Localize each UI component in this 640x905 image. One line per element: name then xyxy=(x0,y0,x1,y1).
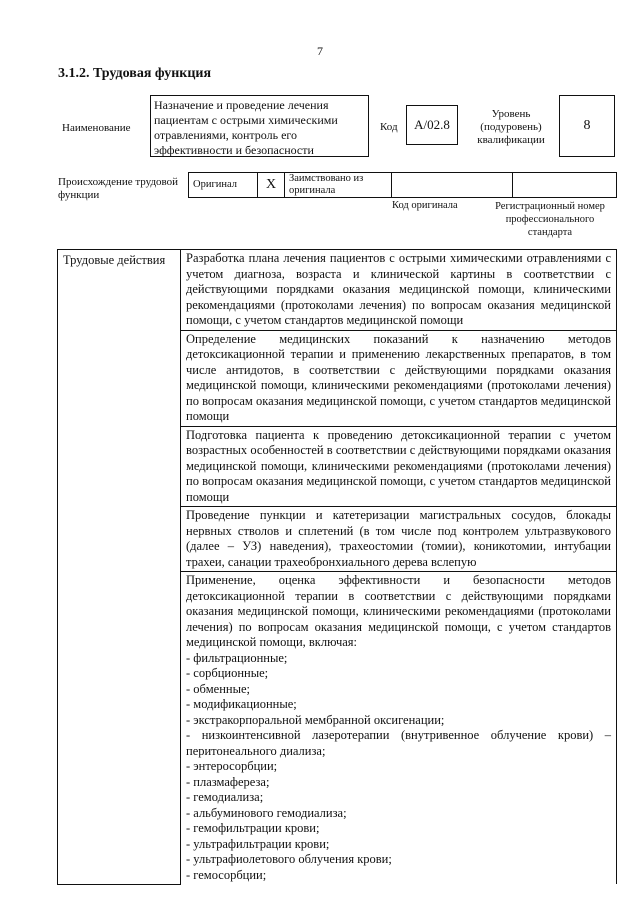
action-text: Определение медицинских показаний к назначению методов детоксикационной терапии и применению лекарственных препаратов, в том числе антидотов, в соответствии с действующими порядками оказания медицинской помощи, клиническими рекомендациями (протоколами лечения) по вопросам оказания медицинской помощи, с учетом стандартов медицинской помощи xyxy=(181,330,617,426)
origin-label: Происхождение трудовой функции xyxy=(58,176,179,201)
origin-table xyxy=(188,172,617,198)
list-item: - фильтрационные; xyxy=(186,650,288,665)
list-item: - гемодиализа; xyxy=(186,790,264,804)
table-row xyxy=(58,250,617,331)
name-value-box: Назначение и проведение лечения пациентам с острыми химическими отравлениями, контроль его эффективности и безопасности xyxy=(150,95,369,157)
code-label: Код xyxy=(380,121,398,133)
list-item: - гемофильтрации крови; xyxy=(186,821,320,835)
list-item: - ультрафильтрации крови; xyxy=(186,836,330,851)
level-value-box: 8 xyxy=(559,95,615,157)
list-item: - энтеросорбции; xyxy=(186,759,278,773)
list-item: - экстракорпоральной мембранной оксигенации; xyxy=(186,712,445,727)
action-text-with-list xyxy=(181,572,617,885)
page-number: 7 xyxy=(317,44,323,58)
original-label: Оригинал xyxy=(189,173,258,198)
action-text: Проведение пункции и катетеризации магистральных сосудов, блокады нервных стволов и сплетений (в том числе под контролем ультразвукового (далее – УЗ) наведения), трахеостомии (томии), коникотомии, интубации трахеи, санации трахеобронхиального дерева вслепую xyxy=(181,507,617,572)
action-text: Подготовка пациента к проведению детоксикационной терапии с учетом возрастных особенностей в соответствии с действующими порядками оказания медицинской помощи, клиническими рекомендациями (протоколами лечения) по вопросам оказания медицинской помощи, с учетом стандартов медицинской помощи xyxy=(181,426,617,507)
section-title: 3.1.2. Трудовая функция xyxy=(58,66,212,81)
level-label: Уровень (подуровень) квалификации xyxy=(477,108,545,146)
name-label: Наименование xyxy=(62,122,131,134)
list-item: - сорбционные; xyxy=(186,666,269,680)
code-original-cell xyxy=(392,173,513,198)
list-item: - ультрафиолетового облучения крови; xyxy=(186,852,392,866)
original-mark: X xyxy=(258,173,285,198)
list-item: - низкоинтенсивной лазеротерапии (внутривенное облучение крови) – перитонеального диализа; xyxy=(186,728,611,758)
list-item: - плазмафереза; xyxy=(186,774,270,789)
list-item: - модификационные; xyxy=(186,697,297,711)
list-item: - альбуминового гемодиализа; xyxy=(186,805,347,820)
actions-table xyxy=(57,249,617,885)
code-value-box: A/02.8 xyxy=(406,105,458,145)
borrowed-label: Заимствовано из оригинала xyxy=(285,173,392,198)
action-text: Разработка плана лечения пациентов с острыми химическими отравлениями с учетом диагноза, возраста и клинической картины в соответствии с действующими порядками оказания медицинской помощи, клиническими рекомендациями (протоколами лечения) по вопросам оказания медицинской помощи, с учетом стандартов медицинской помощи xyxy=(181,250,617,331)
list-item: - гемосорбции; xyxy=(186,867,267,882)
reg-number-label: Регистрационный номер профессионального стандарта xyxy=(495,201,605,238)
code-original-label: Код оригинала xyxy=(392,200,458,211)
reg-number-cell xyxy=(513,173,617,198)
actions-head: Трудовые действия xyxy=(58,250,181,885)
action-intro: Применение, оценка эффективности и безопасности методов детоксикационной терапии в соответствии с действующими порядками оказания медицинской помощи, клиническими рекомендациями (протоколами лечения) по вопросам оказания медицинской помощи, с учетом стандартов медицинской помощи, включая: xyxy=(186,573,611,649)
list-item: - обменные; xyxy=(186,681,251,696)
